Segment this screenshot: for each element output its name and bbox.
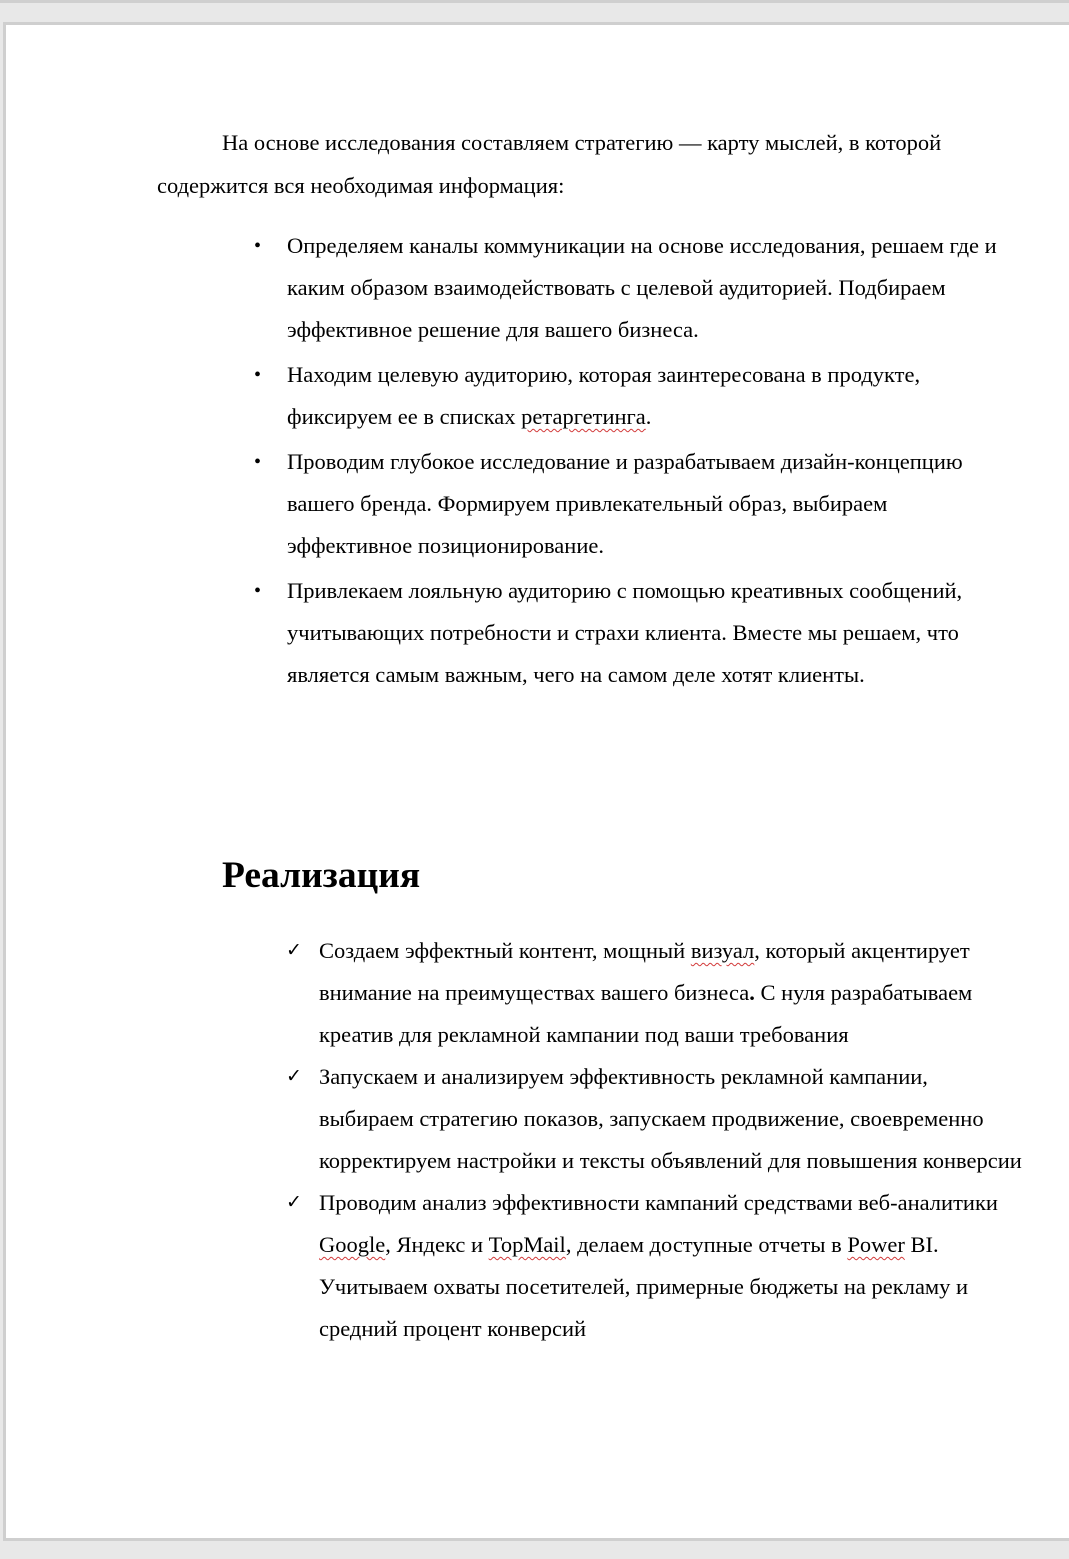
spellcheck-flagged-word: TopMail xyxy=(488,1232,566,1257)
spellcheck-flagged-word: Power xyxy=(847,1232,905,1257)
section-heading: Реализация xyxy=(222,855,421,896)
item-text: Находим целевую аудиторию, которая заинтересована в продукте, фиксируем ее в списках xyxy=(287,362,921,429)
bold-text: . xyxy=(749,980,755,1005)
item-text: Привлекаем лояльную аудиторию с помощью креативных сообщений, учитывающих потребности и страхи клиента. Вместе мы решаем, что является самым важным, чего на самом деле хотят клиенты. xyxy=(287,578,963,687)
bullet-icon: • xyxy=(254,451,262,473)
item-text: BI. Учитываем охваты посетителей, примерные бюджеты на рекламу и средний процент конверсий xyxy=(319,1232,969,1341)
check-list-item xyxy=(286,1056,1026,1182)
item-text: С нуля разрабатываем креатив для рекламной кампании под ваши требования xyxy=(319,980,973,1047)
checkmark-icon: ✓ xyxy=(286,1066,302,1087)
strategy-bullet-list xyxy=(254,225,1014,699)
spellcheck-flagged-word: ретаргетинга xyxy=(521,404,646,429)
check-list-item xyxy=(286,930,1026,1056)
item-text: Проводим глубокое исследование и разрабатываем дизайн-концепцию вашего бренда. Формируем привлекательный образ, выбираем эффективное позиционирование. xyxy=(287,449,963,558)
item-text: Создаем эффектный контент, мощный xyxy=(319,938,691,963)
item-text: , делаем доступные отчеты в xyxy=(565,1232,848,1257)
bullet-icon: • xyxy=(254,580,262,602)
document-page[interactable] xyxy=(3,22,1069,1541)
bullet-list-item xyxy=(254,441,1014,567)
spellcheck-flagged-word: Google xyxy=(319,1232,386,1257)
check-list-item xyxy=(286,1182,1026,1350)
bullet-list-item xyxy=(254,570,1014,696)
checkmark-icon: ✓ xyxy=(286,940,302,961)
item-text: . xyxy=(645,404,652,429)
bullet-icon: • xyxy=(254,364,262,386)
checkmark-icon: ✓ xyxy=(286,1192,302,1213)
item-text: , который акцентирует внимание на преимуществах вашего бизнеса xyxy=(319,938,970,1005)
bullet-icon: • xyxy=(254,235,262,257)
item-text: Проводим анализ эффективности кампаний средствами веб-аналитики xyxy=(319,1190,998,1215)
bullet-list-item xyxy=(254,354,1014,438)
item-text: Определяем каналы коммуникации на основе исследования, решаем где и каким образом взаимодействовать с целевой аудиторией. Подбираем эффективное решение для вашего бизнеса. xyxy=(287,233,997,342)
bullet-list-item xyxy=(254,225,1014,351)
implementation-check-list xyxy=(286,930,1026,1350)
item-text: , Яндекс и xyxy=(385,1232,489,1257)
intro-paragraph: На основе исследования составляем стратегию — карту мыслей, в которой содержится вся необходимая информация: xyxy=(157,130,942,198)
item-text: Запускаем и анализируем эффективность рекламной кампании, выбираем стратегию показов, запускаем продвижение, своевременно корректируем настройки и тексты объявлений для повышения конверсии xyxy=(319,1064,1022,1173)
spellcheck-flagged-word: визуал xyxy=(690,938,755,963)
window-top-edge xyxy=(0,0,1069,3)
